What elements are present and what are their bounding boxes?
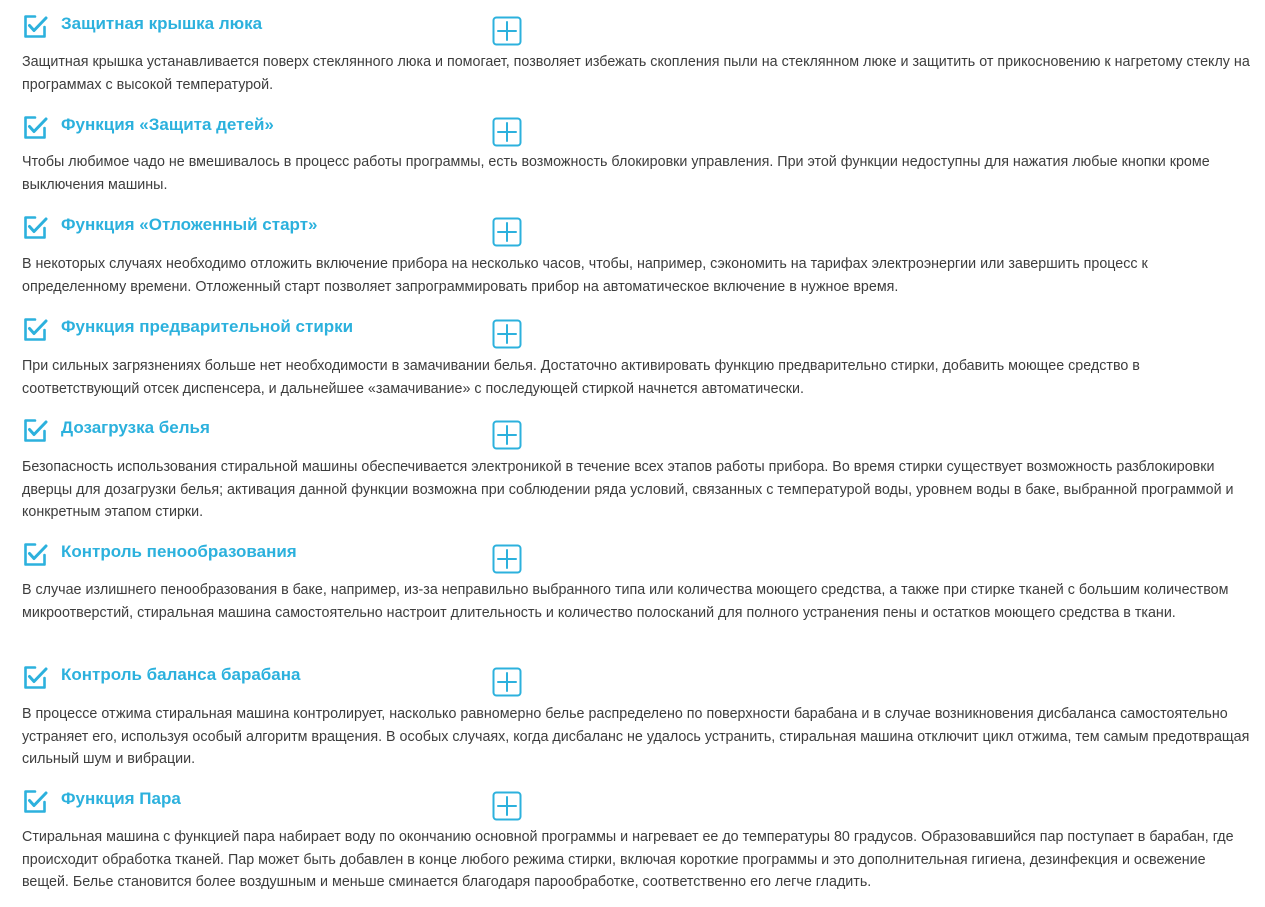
plus-square-icon[interactable] (492, 791, 522, 821)
feature-description: Безопасность использования стиральной машины обеспечивается электроникой в течение всех этапов работы прибора. Во время стирки существует возможность разблокировки дверцы для дозагрузки белья; активация данной функции возможна при соблюдении ряда условий, связанных с температурой воды, уровнем воды в баке, выбранной программой и конкретным этапом стирки. (22, 459, 1234, 520)
feature-title: Контроль баланса барабана (61, 665, 301, 684)
feature-description: Стиральная машина с функцией пара набирает воду по окончанию основной программы и нагревает ее до температуры 80 градусов. Образовавшийся пар поступает в барабан, где происходит обработка тканей. Пар может быть добавлен в конце любого режима стирки, включая короткие программы и это дополнительная гигиена, дезинфекция и освежение вещей. Белье становится более воздушным и меньше сминается благодаря парообработке, соответственно его легче гладить. (22, 829, 1234, 890)
checkbox-check-icon (22, 14, 48, 40)
feature-header (22, 317, 532, 351)
feature-header (22, 542, 532, 576)
plus-square-icon[interactable] (492, 544, 522, 574)
plus-square-icon[interactable] (492, 217, 522, 247)
checkbox-check-icon (22, 542, 48, 568)
checkbox-check-icon (22, 418, 48, 444)
feature-description: При сильных загрязнениях больше нет необходимости в замачивании белья. Достаточно активировать функцию предварительно стирки, добавить моющее средство в соответствующий отсек диспенсера, и дальнейшее «замачивание» с последующей стиркой начнется автоматически. (22, 358, 1140, 397)
feature-title: Функция «Защита детей» (61, 115, 274, 134)
checkbox-check-icon (22, 665, 48, 691)
plus-square-icon[interactable] (492, 319, 522, 349)
plus-square-icon[interactable] (492, 117, 522, 147)
feature-title: Дозагрузка белья (61, 418, 210, 437)
plus-square-icon[interactable] (492, 667, 522, 697)
feature-description: В процессе отжима стиральная машина контролирует, насколько равномерно белье распределено по поверхности барабана и в случае возникновения дисбаланса самостоятельно устраняет его, используя особый алгоритм вращения. В особых случаях, когда дисбаланс не удалось устранить, стиральная машина отключит цикл отжима, тем самым предотвращая сильный шум и вибрации. (22, 706, 1250, 767)
feature-header (22, 14, 532, 48)
checkbox-check-icon (22, 317, 48, 343)
feature-description: Чтобы любимое чадо не вмешивалось в процесс работы программы, есть возможность блокировки управления. При этой функции недоступны для нажатия любые кнопки кроме выключения машины. (22, 154, 1210, 193)
feature-title: Контроль пенообразования (61, 542, 297, 561)
plus-square-icon[interactable] (492, 420, 522, 450)
feature-description: Защитная крышка устанавливается поверх стеклянного люка и помогает, позволяет избежать скопления пыли на стеклянном люке и защитить от прикосновению к нагретому стеклу на программах с высокой температурой. (22, 54, 1250, 93)
feature-header (22, 789, 532, 823)
checkbox-check-icon (22, 789, 48, 815)
checkbox-check-icon (22, 215, 48, 241)
feature-title: Функция предварительной стирки (61, 317, 354, 336)
plus-square-icon[interactable] (492, 16, 522, 46)
feature-description: В некоторых случаях необходимо отложить включение прибора на несколько часов, чтобы, например, сэкономить на тарифах электроэнергии или завершить процесс к определенному времени. Отложенный старт позволяет запрограммировать прибор на автоматическое включение в нужное время. (22, 256, 1148, 295)
feature-header (22, 215, 532, 249)
feature-title: Защитная крышка люка (61, 14, 263, 33)
checkbox-check-icon (22, 115, 48, 141)
feature-description: В случае излишнего пенообразования в баке, например, из-за неправильно выбранного типа или количества моющего средства, а также при стирке тканей с большим количеством микроотверстий, стиральная машина самостоятельно настроит длительность и количество полосканий для полного устранения пены и остатков моющего средства в ткани. (22, 582, 1229, 621)
feature-header (22, 418, 532, 452)
feature-header (22, 665, 532, 699)
feature-header (22, 115, 532, 149)
feature-title: Функция Пара (61, 789, 181, 808)
feature-title: Функция «Отложенный старт» (61, 215, 318, 234)
